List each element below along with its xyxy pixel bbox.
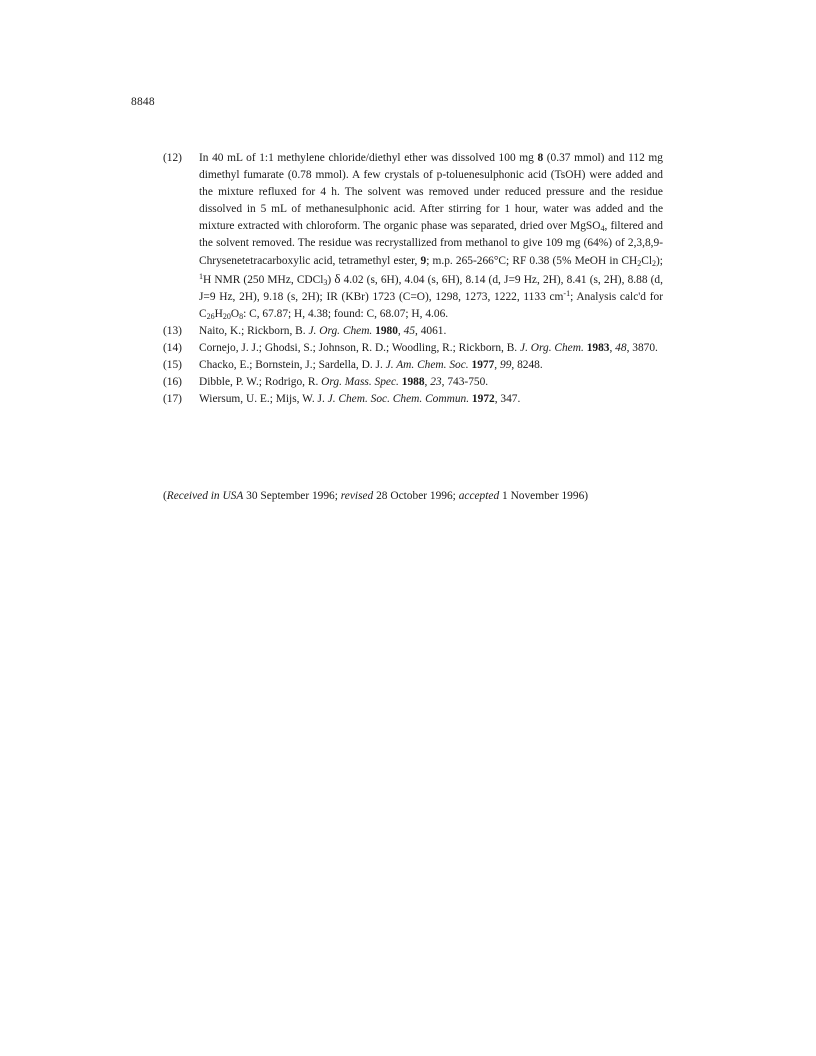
reference-text bbox=[199, 391, 663, 408]
reference-item bbox=[163, 150, 663, 323]
reference-text-segment: ); bbox=[656, 254, 663, 267]
reference-text-segment: 3 bbox=[323, 277, 328, 287]
reference-text-segment: , bbox=[424, 376, 431, 389]
reference-text bbox=[199, 150, 663, 323]
reference-text-segment: 1977 bbox=[471, 359, 495, 372]
received-line: (Received in USA 30 September 1996; revised 28 October 1996; accepted 1 November 1996) bbox=[163, 490, 589, 502]
reference-text-segment: : C, 67.87; H, 4.38; found: C, 68.07; H, 4.06. bbox=[243, 307, 449, 320]
reference-text bbox=[199, 357, 663, 374]
reference-text-segment: O bbox=[230, 307, 240, 320]
reference-text-segment: 99 bbox=[500, 359, 512, 372]
reference-text-segment: ; m.p. 265-266°C; RF 0.38 (5% MeOH in CH bbox=[426, 254, 638, 267]
reference-text-segment: -1 bbox=[563, 288, 571, 298]
page-number: 8848 bbox=[131, 96, 155, 108]
received-label: Received in USA bbox=[166, 490, 244, 502]
reference-number: (15) bbox=[163, 359, 182, 372]
reference-text-segment: H NMR (250 MHz, CDCl bbox=[203, 273, 324, 286]
reference-text-segment: , bbox=[494, 359, 500, 372]
received-date: 30 September 1996; bbox=[243, 490, 341, 502]
accepted-date: 1 November 1996 bbox=[499, 490, 585, 502]
reference-text-segment: , 4061. bbox=[415, 324, 447, 337]
reference-text-segment: ) bbox=[327, 273, 335, 286]
reference-text-segment: Org. Mass. Spec. bbox=[321, 376, 399, 389]
reference-item bbox=[163, 357, 663, 374]
reference-text-segment: J. Org. Chem. bbox=[308, 324, 373, 337]
reference-number: (12) bbox=[163, 152, 182, 164]
reference-item bbox=[163, 391, 663, 408]
revised-date: 28 October 1996; bbox=[373, 490, 459, 502]
reference-text-segment: J. Chem. Soc. Chem. Commun. bbox=[327, 393, 470, 406]
reference-text-segment: Chacko, E.; Bornstein, J.; Sardella, D. J. bbox=[199, 359, 386, 372]
reference-text-segment: 4 bbox=[600, 224, 605, 234]
reference-text bbox=[199, 323, 663, 340]
reference-text-segment: 8 bbox=[239, 311, 244, 321]
reference-text-segment: 2 bbox=[637, 258, 642, 268]
reference-text-segment: 1 bbox=[199, 271, 203, 281]
reference-number: (17) bbox=[163, 393, 182, 406]
reference-text-segment: , bbox=[397, 324, 404, 337]
reference-number: (14) bbox=[163, 342, 182, 355]
reference-text-segment: Wiersum, U. E.; Mijs, W. J. bbox=[199, 393, 328, 406]
reference-text-segment: Cornejo, J. J.; Ghodsi, S.; Johnson, R. D.; Woodling, R.; Rickborn, B. bbox=[199, 342, 521, 355]
reference-text-segment: ; Analysis calc'd for C bbox=[199, 290, 663, 320]
reference-text-segment: In 40 mL of 1:1 methylene chloride/diethyl ether was dissolved 100 mg bbox=[199, 152, 538, 164]
reference-item bbox=[163, 374, 663, 391]
reference-text-segment: , 347. bbox=[494, 393, 521, 406]
reference-text-segment: 45 bbox=[403, 324, 416, 337]
reference-text bbox=[199, 340, 663, 357]
accepted-label: accepted bbox=[458, 490, 500, 502]
reference-text-segment: 4.02 (s, 6H), 4.04 (s, 6H), 8.14 (d, J=9 Hz, 2H), 8.41 (s, 2H), 8.88 (d, J=9 Hz, 2H), 9.18 (s, 2H); IR (KBr) 1723 (C=O), 1298, 1273, 1222, 1133 cm bbox=[199, 273, 663, 303]
reference-item bbox=[163, 323, 663, 340]
reference-item bbox=[163, 340, 663, 357]
reference-text-segment: , 8248. bbox=[511, 359, 543, 372]
reference-text-segment: H bbox=[214, 307, 223, 320]
reference-number: (16) bbox=[163, 376, 182, 389]
reference-text-segment: 8 bbox=[537, 152, 544, 164]
reference-text-segment: δ bbox=[334, 270, 341, 286]
reference-text-segment: 23 bbox=[430, 376, 442, 389]
revised-label: revised bbox=[340, 490, 374, 502]
reference-text-segment: , 743-750. bbox=[441, 376, 489, 389]
reference-text-segment: 1983 bbox=[586, 342, 610, 355]
reference-text-segment: Naito, K.; Rickborn, B. bbox=[199, 324, 309, 337]
reference-list bbox=[163, 150, 663, 408]
reference-text-segment: 1988 bbox=[401, 376, 425, 389]
reference-text-segment: J. Org. Chem. bbox=[520, 342, 584, 355]
reference-text-segment: Cl bbox=[641, 254, 653, 267]
reference-text-segment: , 3870. bbox=[626, 342, 658, 355]
reference-text-segment: , filtered and the solvent removed. The residue was recrystallized from methanol to give 109 mg (64%) of 2,3,8,9-Chrysenetetracarboxylic acid, tetramethyl ester, bbox=[199, 220, 663, 267]
reference-text-segment: Dibble, P. W.; Rodrigo, R. bbox=[199, 376, 322, 389]
reference-text-segment: 1972 bbox=[471, 393, 495, 406]
reference-text-segment: 9 bbox=[420, 254, 427, 267]
reference-text bbox=[199, 374, 663, 391]
reference-text-segment: 1980 bbox=[375, 324, 398, 337]
reference-text-segment: J. Am. Chem. Soc. bbox=[385, 359, 469, 372]
reference-text-segment: (0.37 mmol) and 112 mg dimethyl fumarate (0.78 mmol). A few crystals of p-toluenesulphonic acid (TsOH) were added and the mixture refluxed for 4 h. The solvent was removed under reduced pressure and the residue dissolved in 5 mL of methanesulphonic acid. After stirring for 1 hour, water was added and the mixture extracted with chloroform. The organic phase was separated, dried over MgSO bbox=[199, 152, 663, 233]
reference-number: (13) bbox=[163, 324, 182, 337]
reference-text-segment: 20 bbox=[222, 311, 231, 321]
reference-text-segment: 2 bbox=[652, 258, 657, 268]
reference-text-segment: 26 bbox=[206, 311, 215, 321]
reference-text-segment: 48 bbox=[615, 342, 627, 355]
reference-text-segment: , bbox=[609, 342, 616, 355]
